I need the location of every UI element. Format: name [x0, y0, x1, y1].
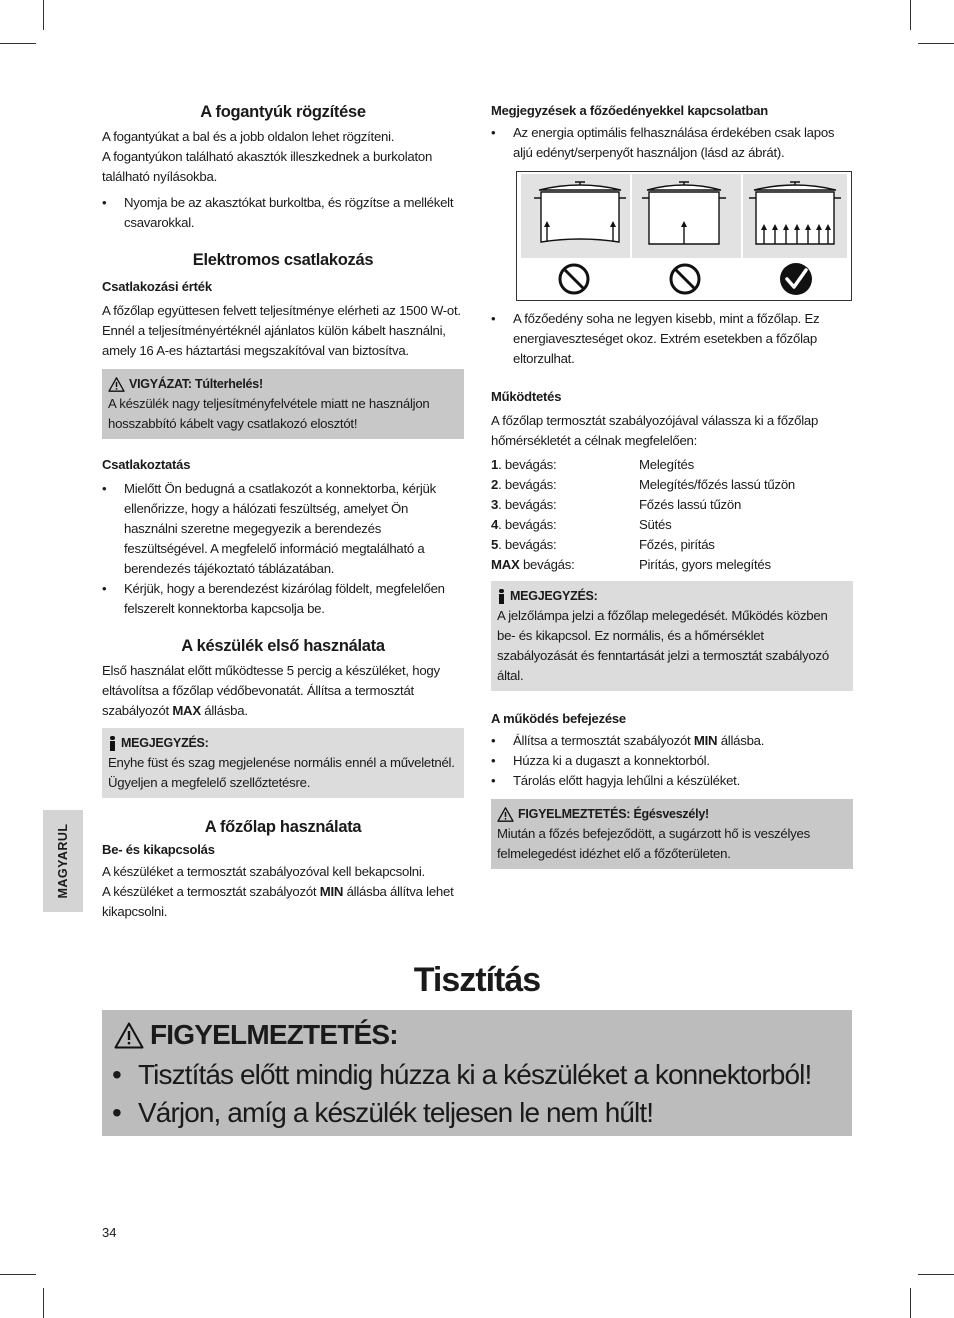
bullet-list: [102, 479, 464, 619]
subheading: Megjegyzések a főzőedényekkel kapcsolatban: [491, 103, 768, 118]
list-item: • Tárolás előtt hagyja lehűlni a készüléket.: [491, 771, 853, 791]
language-label: MAGYARUL: [56, 823, 70, 899]
stage-value: Sütés: [639, 517, 672, 532]
list-item: • Az energia optimális felhasználása érdekében csak lapos aljú edényt/serpenyőt használjon (lásd az ábrát).: [491, 123, 853, 163]
subheading: A működés befejezése: [491, 711, 626, 726]
crop-mark: [910, 1288, 911, 1318]
crop-mark: [918, 43, 954, 44]
stage-label: MAX bevágás:: [491, 557, 575, 572]
paragraph: A főzőlap termosztát szabályozójával válassza ki a főzőlap hőmérsékletét a célnak megfelelően:: [491, 413, 819, 448]
stage-value: Főzés lassú tűzön: [639, 497, 742, 512]
paragraph: Első használat előtt működtesse 5 percig a készüléket, hogy eltávolítsa a főzőlap védőbevonatát. Állítsa a termosztát szabályozót MAX állásba.: [102, 663, 440, 718]
stages-table: [491, 455, 853, 575]
language-side-tab: [43, 810, 83, 912]
warning-box-burn: [491, 799, 853, 869]
paragraph: A főzőlap együttesen felvett teljesítménye elérheti az 1500 W-ot. Ennél a teljesítményértéknél ajánlatos külön kábelt használni, amely 16 A-es háztartási megszakítóval van biztosítva.: [102, 303, 461, 358]
right-column: [491, 99, 853, 869]
section-title-electric: Elektromos csatlakozás: [192, 251, 374, 269]
section-title-first-use: A készülék első használata: [181, 637, 385, 655]
subheading: Csatlakozási érték: [102, 279, 212, 294]
subheading: Csatlakoztatás: [102, 457, 191, 472]
list-item: • Tisztítás előtt mindig húzza ki a készüléket a konnektorból!: [112, 1056, 811, 1094]
warning-triangle-icon: [497, 807, 514, 822]
list-item: • Állítsa a termosztát szabályozót MIN állásba.: [491, 731, 853, 751]
note-text: A jelzőlámpa jelzi a főzőlap melegedését. Működés közben be- és kikapcsol. Ez normális, és a hőmérséklet szabályozását és fenntartását jelzi a termosztát szabályozó által.: [497, 608, 829, 683]
list-item: • Várjon, amíg a készülék teljesen le nem hűlt!: [112, 1094, 811, 1132]
subheading: Működtetés: [491, 389, 562, 404]
stage-label: 3. bevágás:: [491, 497, 557, 512]
warning-title: FIGYELMEZTETÉS: Égésveszély!: [518, 807, 709, 821]
cookware-diagram: [517, 172, 851, 300]
stage-label: 4. bevágás:: [491, 517, 557, 532]
prohibited-icon: [560, 265, 588, 293]
warning-text: Miután a főzés befejeződött, a sugárzott hő is veszélyes felmelegedést idézhet elő a főzőterületen.: [497, 826, 810, 861]
info-icon: [497, 589, 506, 604]
list-item: • Húzza ki a dugaszt a konnektorból.: [491, 751, 853, 771]
paragraph: A készüléket a termosztát szabályozóval kell bekapcsolni.: [102, 864, 425, 879]
cleaning-warning-header: [114, 1015, 398, 1055]
info-icon: [108, 736, 117, 751]
crop-mark: [0, 1274, 36, 1275]
cookware-figure: [516, 171, 852, 301]
warning-header: [497, 804, 847, 824]
warning-title: VIGYÁZAT: Túlterhelés!: [129, 377, 263, 391]
note-box: [491, 581, 853, 691]
cleaning-title: Tisztítás: [413, 961, 541, 999]
note-header: [497, 586, 847, 606]
stage-value: Főzés, pirítás: [639, 537, 715, 552]
warning-box-overload: [102, 369, 464, 439]
section-title-handles: A fogantyúk rögzítése: [200, 103, 366, 121]
warning-header: [108, 374, 458, 394]
bullet-list: [102, 193, 464, 233]
list-item: • Nyomja be az akasztókat burkoltba, és rögzítse a mellékelt csavarokkal.: [102, 193, 464, 233]
note-title: MEGJEGYZÉS:: [121, 736, 209, 750]
section-title-usage: A főzőlap használata: [204, 818, 362, 836]
crop-mark: [43, 0, 44, 30]
bullet-list: [491, 309, 853, 369]
warning-triangle-icon: [114, 1022, 144, 1049]
bullet-list: [491, 731, 853, 791]
note-text: Enyhe füst és szag megjelenése normális ennél a műveletnél. Ügyeljen a megfelelő szellőztetésre.: [108, 755, 455, 790]
page-number: 34: [102, 1225, 117, 1240]
cleaning-warning-box: [102, 1010, 852, 1136]
stage-label: 5. bevágás:: [491, 537, 557, 552]
paragraph: A fogantyúkon található akasztók illeszkednek a burkolaton található nyílásokba.: [102, 149, 433, 184]
paragraph: A fogantyúkat a bal és a jobb oldalon lehet rögzíteni.: [102, 129, 395, 144]
cleaning-bullet-list: [112, 1056, 811, 1132]
stage-value: Melegítés: [639, 457, 694, 472]
crop-mark: [0, 43, 36, 44]
note-header: [108, 733, 458, 753]
stage-value: Pirítás, gyors melegítés: [639, 557, 771, 572]
stage-value: Melegítés/főzés lassú tűzön: [639, 477, 795, 492]
list-item: • Mielőtt Ön bedugná a csatlakozót a konnektorba, kérjük ellenőrizze, hogy a hálózati feszültség, amelyet Ön használni szeretne megegyezik a berendezés feszültségével. A megfelelő információ megtalálható a berendezés tájékoztató táblázatában.: [102, 479, 464, 579]
list-item: • Kérjük, hogy a berendezést kizárólag földelt, megfelelően felszerelt konnektorba kapcsolja be.: [102, 579, 464, 619]
warning-text: A készülék nagy teljesítményfelvétele miatt ne használjon hosszabbító kábelt vagy csatlakozó elosztót!: [108, 396, 430, 431]
cleaning-warning-title: FIGYELMEZTETÉS:: [150, 1019, 398, 1050]
stage-label: 2. bevágás:: [491, 477, 557, 492]
crop-mark: [43, 1288, 44, 1318]
left-column: [102, 99, 464, 922]
note-box: [102, 728, 464, 798]
subheading: Be- és kikapcsolás: [102, 842, 215, 857]
warning-triangle-icon: [108, 377, 125, 392]
crop-mark: [910, 0, 911, 30]
paragraph: A készüléket a termosztát szabályozót MIN állásba állítva lehet kikapcsolni.: [102, 884, 454, 919]
crop-mark: [918, 1274, 954, 1275]
note-title: MEGJEGYZÉS:: [510, 589, 598, 603]
list-item: • A főzőedény soha ne legyen kisebb, mint a főzőlap. Ez energiaveszteséget okoz. Extrém esetekben a főzőlap eltorzulhat.: [491, 309, 853, 369]
bullet-list: [491, 123, 853, 163]
stage-label: 1. bevágás:: [491, 457, 557, 472]
